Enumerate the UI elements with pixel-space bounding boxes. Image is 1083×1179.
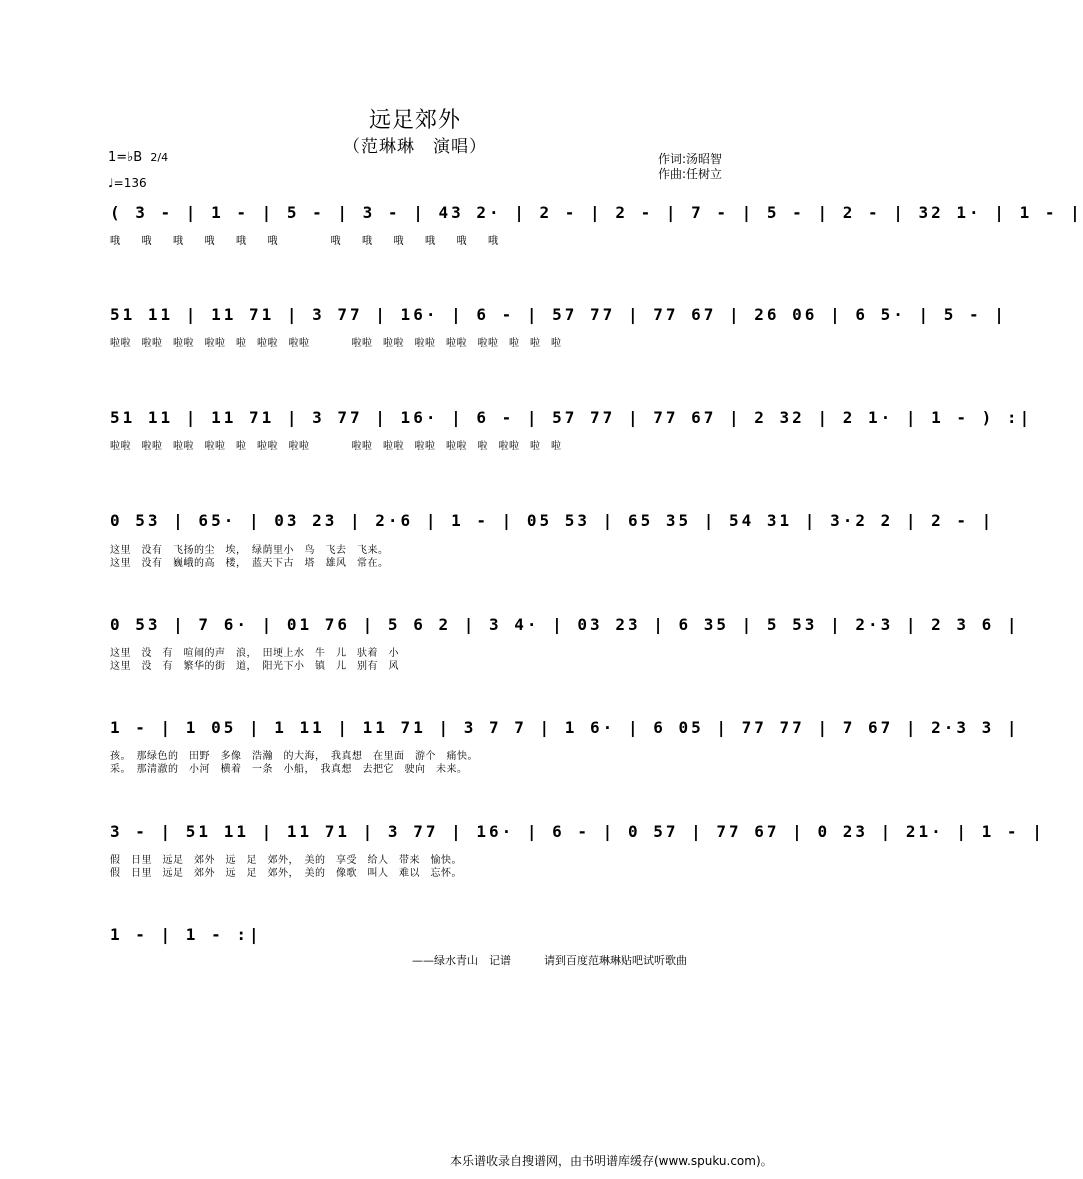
notation-line: ( 3 - | 1 - | 5 - | 3 - | 43 2· | 2 - | 2 - | 7 - | 5 - | 2 - | 32 1· | 1 - | bbox=[110, 203, 1083, 222]
notation-line: 51 11 | 11 71 | 3 77 | 16· | 6 - | 57 77 | 77 67 | 2 32 | 2 1· | 1 - ) :| bbox=[110, 408, 1033, 427]
lyrics-row-3: 啦啦 啦啦 啦啦 啦啦 啦 啦啦 啦啦 啦啦 啦啦 啦啦 啦啦 啦 啦啦 啦 啦 bbox=[110, 441, 562, 452]
tempo-mark: ♩=136 bbox=[108, 176, 147, 190]
notation-line: 0 53 | 7 6· | 01 76 | 5 6 2 | 3 4· | 03 23 | 6 35 | 5 53 | 2·3 | 2 3 6 | bbox=[110, 615, 1020, 634]
lyrics-row-7a: 假 日里 远足 郊外 远 足 郊外， 美的 享受 给人 带来 愉快。 bbox=[110, 855, 462, 866]
lyricist-credit: 作词:汤昭智 bbox=[658, 152, 723, 166]
lyrics-row-6b: 采。 那清澈的 小河 横着 一条 小船， 我真想 去把它 驶向 未来。 bbox=[110, 764, 468, 775]
notation-line: 1 - | 1 - :| bbox=[110, 925, 262, 944]
lyrics-row-4b: 这里 没有 巍峨的高 楼， 蓝天下古 塔 雄风 常在。 bbox=[110, 558, 389, 569]
notation-line: 51 11 | 11 71 | 3 77 | 16· | 6 - | 57 77 | 77 67 | 26 06 | 6 5· | 5 - | bbox=[110, 305, 1007, 324]
notation-line: 1 - | 1 05 | 1 11 | 11 71 | 3 7 7 | 1 6· | 6 05 | 77 77 | 7 67 | 2·3 3 | bbox=[110, 718, 1020, 737]
source-footer: 本乐谱收录自搜谱网，由书明谱库缓存(www.spuku.com)。 bbox=[450, 1154, 773, 1168]
performer-subtitle: （范琳琳 演唱） bbox=[343, 137, 487, 157]
lyrics-row-5b: 这里 没 有 繁华的街 道， 阳光下小 镇 儿 别有 风 bbox=[110, 661, 399, 672]
composer-credit: 作曲:任树立 bbox=[658, 167, 723, 181]
lyrics-row-7b: 假 日里 远足 郊外 远 足 郊外， 美的 像歌 叫人 难以 忘怀。 bbox=[110, 868, 462, 879]
time-signature: 2/4 bbox=[150, 151, 169, 164]
key-signature-text: 1=♭B bbox=[108, 150, 143, 165]
notation-line: 3 - | 51 11 | 11 71 | 3 77 | 16· | 6 - | 0 57 | 77 67 | 0 23 | 21· | 1 - | bbox=[110, 822, 1045, 841]
lyrics-row-5a: 这里 没 有 喧闹的声 浪， 田埂上水 牛 儿 驮着 小 bbox=[110, 648, 399, 659]
key-signature bbox=[108, 150, 168, 165]
song-title: 远足郊外 bbox=[368, 108, 461, 133]
lyrics-row-4a: 这里 没有 飞扬的尘 埃， 绿荫里小 鸟 飞去 飞来。 bbox=[110, 545, 389, 556]
notation-line: 0 53 | 65· | 03 23 | 2·6 | 1 - | 05 53 | 65 35 | 54 31 | 3·2 2 | 2 - | bbox=[110, 511, 995, 530]
lyrics-row-1: 哦 哦 哦 哦 哦 哦 哦 哦 哦 哦 哦 哦 bbox=[110, 236, 499, 247]
transcriber-credit: ——绿水青山 记谱 请到百度范琳琳贴吧试听歌曲 bbox=[412, 954, 687, 967]
lyrics-row-6a: 孩。 那绿色的 田野 多像 浩瀚 的大海， 我真想 在里面 游个 痛快。 bbox=[110, 751, 478, 762]
lyrics-row-2: 啦啦 啦啦 啦啦 啦啦 啦 啦啦 啦啦 啦啦 啦啦 啦啦 啦啦 啦啦 啦 啦 啦 bbox=[110, 338, 562, 349]
